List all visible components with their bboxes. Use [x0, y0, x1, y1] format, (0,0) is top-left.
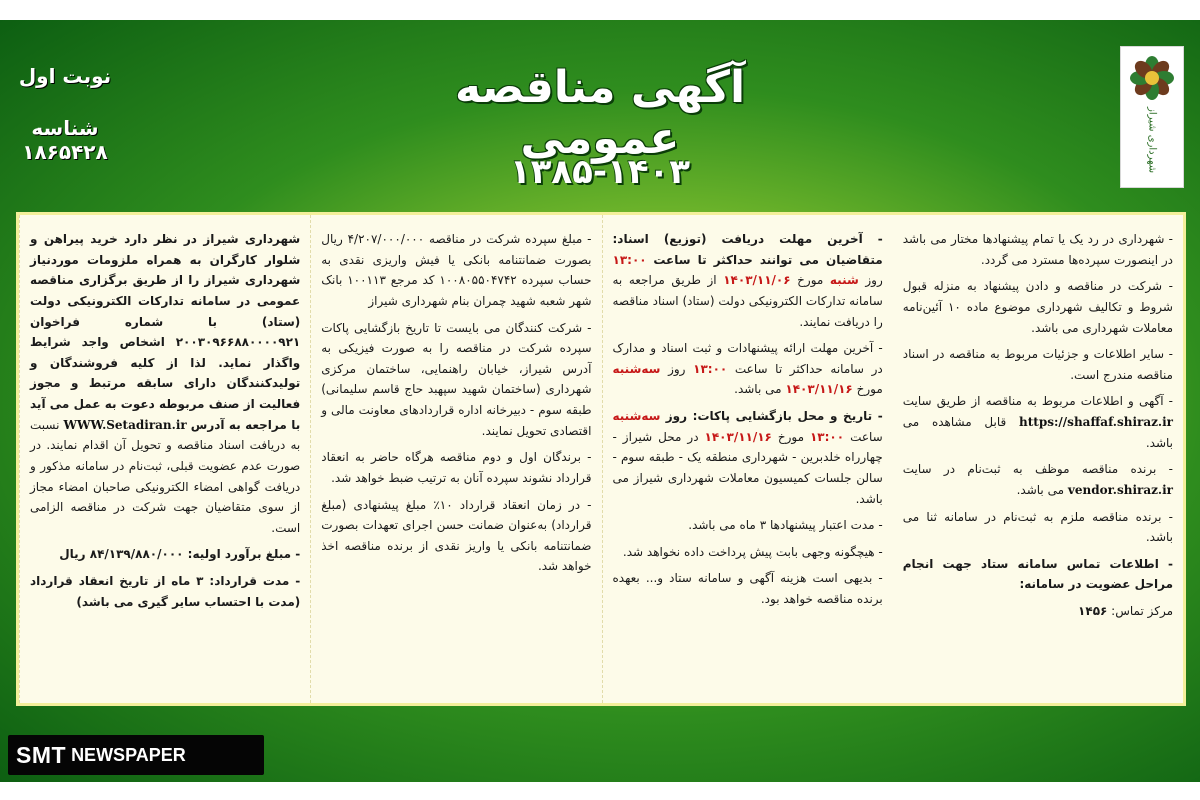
- vendor-paragraph: - برنده مناقصه موظف به ثبت‌نام در سایت vendor.shiraz.ir می باشد.: [902, 462, 1173, 497]
- guarantee-paragraph: - در زمان انعقاد قرارداد ۱۰٪ مبلغ پیشنهادی (مبلغ قرارداد) به‌عنوان ضمانت حسن اجرای تعهدات بصورت ضمانتنامه بانکی یا واریز نقدی از برنده مناقصه اخذ خواهد شد.: [321, 497, 592, 574]
- call-center: مرکز تماس: ۱۴۵۶: [1078, 604, 1173, 618]
- contact-heading: - اطلاعات تماس سامانه ستاد جهت انجام مراحل عضویت در سامانه:: [902, 556, 1173, 592]
- column-2: [310, 215, 601, 703]
- delivery-paragraph: - شرکت کنندگان می بایست تا تاریخ بازگشایی پاکات سپرده شرکت در مناقصه را به صورت فیزیکی به آدرس شیراز، خیابان راهنمایی، ساختمان مرکزی شهرداری (ساختمان شهید سپهبد حاج قاسم سلیمانی) طبقه سوم - دبیرخانه اداره قراردادهای معاونت مالی و اقتصادی تحویل نمایند.: [321, 320, 592, 438]
- deposit-paragraph: - مبلغ سپرده شرکت در مناقصه ۴/۲۰۷/۰۰۰/۰۰۰ ریال بصورت ضمانتنامه بانکی یا فیش واریزی نقدی به حساب سپرده ۱۰۰۸۰۵۵۰۴۷۴۲ کد مرجع ۱۰۰۱۱۳ بانک شهر شعبه شهید چمران بنام شهرداری شیراز: [321, 232, 592, 308]
- column-4: [893, 215, 1183, 703]
- vendor-link[interactable]: vendor.shiraz.ir: [1067, 482, 1173, 497]
- site-paragraph: - آگهی و اطلاعات مربوط به مناقصه از طریق سایت https://shaffaf.shiraz.ir قابل مشاهده می باشد.: [902, 394, 1173, 450]
- notice-info: [10, 64, 120, 164]
- flower-emblem-icon: [1129, 55, 1175, 101]
- winners-paragraph: - برندگان اول و دوم مناقصه هرگاه حاضر به انعقاد قرارداد نشوند سپرده آنان به ترتیب ضبط خواهد شد.: [321, 450, 592, 485]
- column-3: [602, 215, 893, 703]
- details-paragraph: - سایر اطلاعات و جزئیات مربوط به مناقصه در اسناد مناقصه مندرج است.: [902, 347, 1173, 382]
- year-range: ۱۳۸۵-۱۴۰۳: [509, 152, 691, 192]
- notice-body: [16, 212, 1186, 706]
- setadiran-link[interactable]: WWW.Setadiran.ir: [63, 417, 187, 432]
- logo-text: شهرداری شیراز: [1146, 107, 1158, 174]
- turn-label: نوبت اول: [18, 64, 112, 88]
- municipality-logo: [1120, 46, 1184, 188]
- page-title: آگهی مناقصه عمومی: [454, 62, 746, 164]
- cost-paragraph: - بدیهی است هزینه آگهی و سامانه ستاد و... بعهده برنده مناقصه خواهد بود.: [612, 571, 883, 606]
- paragraph: شهرداری شیراز در نظر دارد خرید پیراهن و شلوار کارگران به همراه ملزومات موردنیاز شهرداری شیراز را از طریق برگزاری مناقصه عمومی در سامانه تدارکات الکترونیکی دولت (ستاد) با شماره فراخوان ۲۰۰۳۰۹۶۶۸۸۰۰۰۰۹۲۱ اشخاص واجد شرایط واگذار نماید. لذا از کلیه فروشندگان و تولیدکنندگان دارای سابقه مرتبط و مجوز فعالیت از صنف مربوطه دعوت به عمل می آید با مراجعه به آدرس WWW.Setadiran.ir نسبت به دریافت اسناد مناقصه و تحویل آن اقدام نمایند. در صورت عدم عضویت قبلی، ثبت‌نام در سامانه مذکور و دریافت گواهی امضاء الکترونیکی صاحبان امضاء مجاز از سوی متقاضیان جهت شرکت در مناقصه الزامی است.: [30, 232, 301, 535]
- deadline-receive-paragraph: - آخرین مهلت دریافت (توزیع) اسناد: متقاضیان می توانند حداکثر تا ساعت ۱۳:۰۰ روز شنبه مورخ ۱۴۰۳/۱۱/۰۶ از طریق مراجعه به سامانه تدارکات الکترونیکی دولت (ستاد) اسناد مناقصه را دریافت نمایند.: [612, 232, 883, 329]
- sana-paragraph: - برنده مناقصه ملزم به ثبت‌نام در سامانه ثنا می باشد.: [902, 509, 1173, 545]
- estimate-amount: - مبلغ برآورد اولیه: ۸۴/۱۳۹/۸۸۰/۰۰۰ ریال: [59, 547, 301, 562]
- smt-newspaper-watermark: SMT NEWSPAPER: [8, 735, 264, 775]
- prepayment-paragraph: - هیچگونه وجهی بابت پیش پرداخت داده نخواهد شد.: [622, 544, 883, 559]
- validity-paragraph: - مدت اعتبار پیشنهادها ۳ ماه می باشد.: [688, 518, 883, 533]
- contract-duration: - مدت قرارداد: ۳ ماه از تاریخ انعقاد قرارداد (مدت با احتساب سایر گیری می باشد): [30, 574, 301, 609]
- deadline-submit-paragraph: - آخرین مهلت ارائه پیشنهادات و ثبت اسناد و مدارک در سامانه حداکثر تا ساعت ۱۳:۰۰ روز سه‌شنبه مورخ ۱۴۰۳/۱۱/۱۶ می باشد.: [612, 341, 883, 397]
- rejection-paragraph: - شهرداری در رد یک یا تمام پیشنهادها مختار می باشد در اینصورت سپرده‌ها مسترد می گردد.: [902, 232, 1173, 267]
- opening-paragraph: - تاریخ و محل بازگشایی پاکات: روز سه‌شنبه ساعت ۱۳:۰۰ مورخ ۱۴۰۳/۱۱/۱۶ در محل شیراز - چهارراه خلدبرین - شهرداری منطقه یک - طبقه سوم - سالن جلسات کمیسیون معاملات شهرداری شیراز می باشد.: [612, 409, 883, 506]
- acceptance-paragraph: - شرکت در مناقصه و دادن پیشنهاد به منزله قبول شروط و تکالیف شهرداری موضوع ماده ۱۰ آئین‌نامه معاملات شهرداری می باشد.: [902, 279, 1173, 335]
- column-1: [19, 215, 310, 703]
- notice-code: شناسه ۱۸۶۵۴۲۸: [22, 116, 108, 164]
- shaffaf-link[interactable]: https://shaffaf.shiraz.ir: [1019, 415, 1173, 429]
